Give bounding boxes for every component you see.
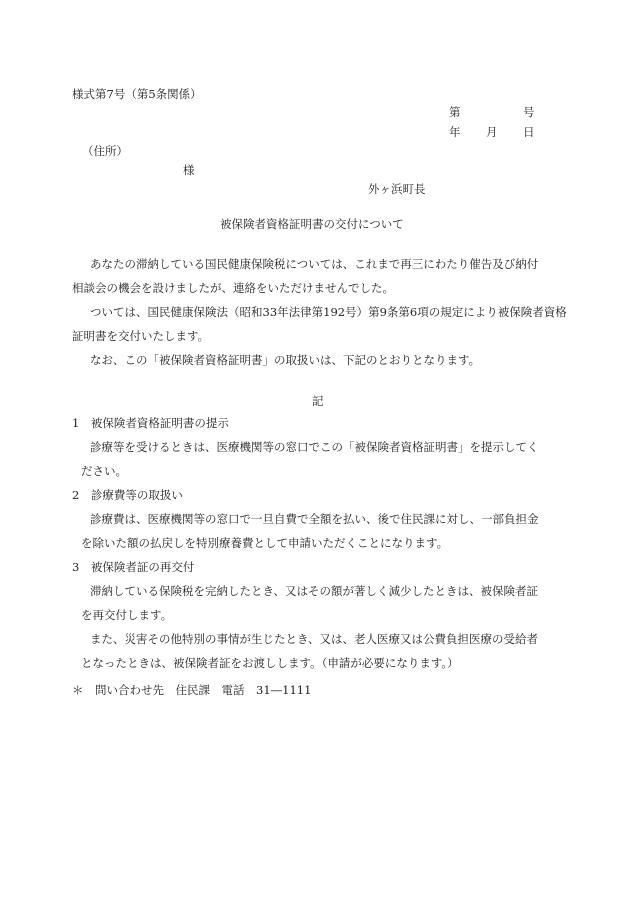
item-heading: 2 診療費等の取扱い: [72, 488, 183, 502]
date-year: 年: [449, 125, 461, 139]
intro-line: 相談会の機会を設けましたが、連絡をいただけませんでした。: [72, 281, 394, 295]
contact-info: ＊ 問い合わせ先 住民課 電話 31―1111: [72, 683, 312, 697]
intro-line: 証明書を交付いたします。: [72, 329, 210, 343]
intro-line: なお、この「被保険者資格証明書」の取扱いは、下記のとおりとなります。: [90, 353, 481, 367]
recipient-honorific: 様: [183, 163, 195, 177]
date-day: 日: [523, 125, 535, 139]
item-line: を再交付します。: [81, 608, 173, 622]
item-line: 滞納している保険税を完納したとき、又はその額が著しく減少したときは、被保険者証: [90, 584, 539, 598]
item-line: を除いた額の払戻しを特別療養費として申請いただくことになります。: [81, 536, 449, 550]
address-label: （住所）: [82, 144, 128, 158]
intro-body: [72, 252, 567, 372]
number-prefix: 第: [449, 105, 461, 119]
item-heading: 1 被保険者資格証明書の提示: [72, 416, 229, 430]
item-line: となったときは、被保険者証をお渡しします。（申請が必要になります。）: [81, 656, 459, 670]
intro-line: ついては、国民健康保険法（昭和33年法律第192号）第9条第6項の規定により被保険者資格: [90, 305, 567, 319]
ki-heading: 記: [312, 394, 324, 408]
item-line: 診療費は、医療機関等の窓口で一旦自費で全額を払い、後で住民課に対し、一部負担金: [90, 512, 539, 526]
intro-line: あなたの滞納している国民健康保険税については、これまで再三にわたり催告及び納付: [90, 257, 539, 271]
items-body: [72, 411, 539, 675]
date-month: 月: [486, 125, 498, 139]
item-heading: 3 被保険者証の再交付: [72, 560, 195, 574]
number-suffix: 号: [523, 105, 535, 119]
document-title: 被保険者資格証明書の交付について: [220, 217, 404, 231]
item-line: また、災害その他特別の事情が生じたとき、又は、老人医療又は公費負担医療の受給者: [90, 632, 539, 646]
item-line: ださい。: [81, 464, 127, 478]
item-line: 診療等を受けるときは、医療機関等の窓口でこの「被保険者資格証明書」を提示してく: [90, 440, 539, 454]
sender-name: 外ヶ浜町長: [368, 182, 426, 196]
form-label: 様式第7号（第5条関係）: [72, 87, 202, 101]
